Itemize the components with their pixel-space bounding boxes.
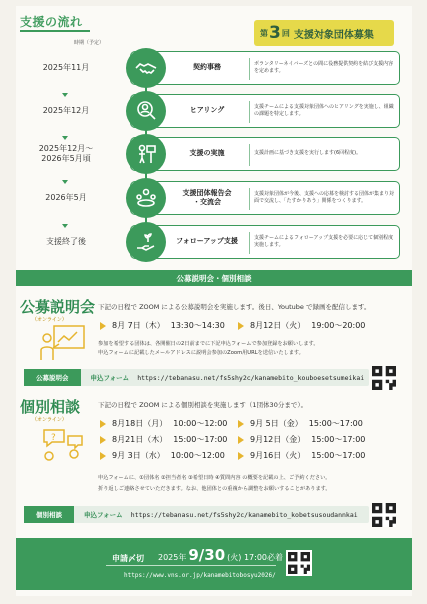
step-date: 2026年5月 — [45, 193, 87, 202]
consult-form-row — [24, 506, 369, 523]
step-name: ヒアリング — [189, 106, 225, 115]
consult-note-1: 申込フォームに、①団体名 ②担当者名 ③希望日時 ④質問内容 の概要を記載の上、ご予約ください。 — [98, 475, 331, 481]
qr-code-icon[interactable] — [286, 550, 312, 576]
date-label: 9月16日（火） — [250, 451, 306, 460]
info-note-1: 参加を希望する団体は、各開催日の2日前までに下記申込フォームで参加登録をお願いします。 — [98, 341, 319, 347]
consult-sub: （オンライン） — [32, 417, 67, 423]
badge-text: 支援対象団体募集 — [293, 29, 374, 41]
consult-form-link[interactable]: https://tebanasu.net/fs5shy2c/kanamebito_kobetsusoudannkai — [130, 510, 358, 519]
badge-num: 3 — [269, 23, 281, 43]
recruit-page-link[interactable]: https://www.vns.or.jp/kanamebitobosyu2026/ — [124, 572, 276, 579]
step-date: 2025年12月 — [42, 106, 90, 115]
triangle-right-icon — [238, 452, 244, 460]
time-label: 15:00～17:00 — [311, 435, 366, 444]
time-label: 15:00～17:00 — [308, 419, 363, 428]
divider — [106, 565, 276, 566]
info-session-title: 公募説明会 — [20, 298, 96, 316]
date-label: 8月 7日（木） — [112, 321, 165, 330]
step-name: 支援団体報告会 ・交流会 — [182, 188, 232, 206]
time-label: 15:00～17:00 — [311, 451, 366, 460]
flyer-page — [16, 6, 412, 596]
footer-deadline — [16, 538, 412, 590]
time-label: 10:00～12:00 — [173, 419, 228, 428]
step-desc: 支援対象団体が今後、支援への応募を検討する団体が集まり対面で交流し、「たすかりあう」関係をつくります。 — [254, 190, 395, 204]
step-followup — [16, 225, 412, 259]
date-label: 9月 5日（金） — [250, 419, 303, 428]
consult-date-row-3b — [238, 450, 365, 461]
svg-text:?: ? — [51, 433, 56, 443]
qr-code-icon[interactable] — [372, 366, 396, 390]
step-date: 支援終了後 — [46, 237, 86, 246]
hand-plant-icon — [126, 222, 166, 262]
triangle-right-icon — [100, 452, 106, 460]
info-date-2 — [238, 320, 365, 331]
consult-title: 個別相談 — [20, 398, 81, 416]
deadline-day: 9/30 — [188, 546, 226, 564]
info-note-2: 申込フォームに記載したメールアドレスに説明会参加のZoom用URLを送信いたします。 — [98, 350, 304, 356]
chat-illustration-icon — [40, 426, 86, 466]
presentation-icon — [126, 134, 166, 174]
info-date-1 — [100, 320, 225, 331]
step-desc: 支援チームによる支援対象団体へのヒアリングを実施し、組織の課題を特定します。 — [254, 103, 394, 117]
step-name: 契約事務 — [193, 63, 221, 72]
deadline-label: 申請〆切 — [112, 554, 144, 563]
triangle-right-icon — [238, 436, 244, 444]
info-form-link[interactable]: https://tebanasu.net/fs5shy2c/kanamebito_kouboesetsumeikai — [137, 373, 365, 382]
title-underline — [20, 30, 90, 32]
time-label: 13:30～14:30 — [170, 321, 225, 330]
deadline-year: 2025年 — [158, 553, 187, 562]
consult-note-2: 折り返しご連絡させていただきます。なお、他団体との重複から調整をお願いすることがあります。 — [98, 486, 331, 492]
time-label: 10:00～12:00 — [170, 451, 225, 460]
step-report — [16, 181, 412, 215]
deadline-date — [158, 546, 283, 564]
badge-mid: 回 — [281, 28, 290, 38]
person-search-icon — [126, 91, 166, 131]
triangle-right-icon — [238, 322, 244, 330]
step-desc: ボランタリーネイバーズとの間に役務提供契約を結び支援内容を定めます。 — [254, 60, 394, 74]
section-bar: 公募説明会・個別相談 — [16, 270, 412, 286]
time-label: 15:00～17:00 — [173, 435, 228, 444]
triangle-right-icon — [100, 420, 106, 428]
time-label: 19:00～20:00 — [311, 321, 366, 330]
deadline-time: (火) 17:00必着 — [227, 553, 283, 562]
step-contract — [16, 51, 412, 85]
consult-date-row-2a — [100, 434, 227, 445]
step-implementation — [16, 137, 412, 171]
info-session-intro: 下記の日程で ZOOM による公募説明会を実施します。後日、Youtube で録画を配信します。 — [98, 303, 371, 311]
step-date: 2025年12月～ 2026年5月頃 — [38, 144, 94, 163]
group-icon — [126, 178, 166, 218]
info-session-sub: （オンライン） — [32, 317, 67, 323]
step-desc: 支援計画に基づき支援を実行します(6回程度)。 — [254, 150, 362, 157]
step-desc: 支援チームによるフォローアップ支援を必要に応じて個別程度実施します。 — [254, 234, 394, 248]
form-tag: 公募説明会 — [24, 369, 81, 386]
badge-pre: 第 — [260, 28, 268, 38]
consult-date-row-2b — [238, 434, 365, 445]
triangle-right-icon — [100, 436, 106, 444]
flow-title: 支援の流れ — [20, 15, 83, 29]
form-label: 申込フォーム — [84, 511, 123, 519]
presenter-illustration-icon — [40, 324, 86, 364]
consult-date-row-1b — [238, 418, 363, 429]
step-date: 2025年11月 — [42, 63, 90, 72]
step-name: フォローアップ支援 — [176, 237, 238, 246]
consult-date-row-3a — [100, 450, 225, 461]
date-label: 8月18日（月） — [112, 419, 168, 428]
triangle-right-icon — [100, 322, 106, 330]
date-label: 8月12日（火） — [250, 321, 306, 330]
date-label: 9月 3日（水） — [112, 451, 165, 460]
consult-date-row-1a — [100, 418, 227, 429]
step-name: 支援の実施 — [189, 149, 225, 158]
date-label: 8月21日（木） — [112, 435, 168, 444]
qr-code-icon[interactable] — [372, 503, 396, 527]
time-header: 時期（予定） — [74, 40, 105, 46]
info-form-row — [24, 369, 369, 386]
recruit-badge — [254, 20, 394, 46]
consult-intro: 下記の日程で ZOOM による個別相談を実施します（1団体30分まで）。 — [98, 401, 308, 409]
step-hearing — [16, 94, 412, 128]
triangle-right-icon — [238, 420, 244, 428]
form-tag: 個別相談 — [24, 506, 74, 523]
form-label: 申込フォーム — [90, 374, 130, 382]
handshake-icon — [126, 48, 166, 88]
date-label: 9月12日（金） — [250, 435, 306, 444]
